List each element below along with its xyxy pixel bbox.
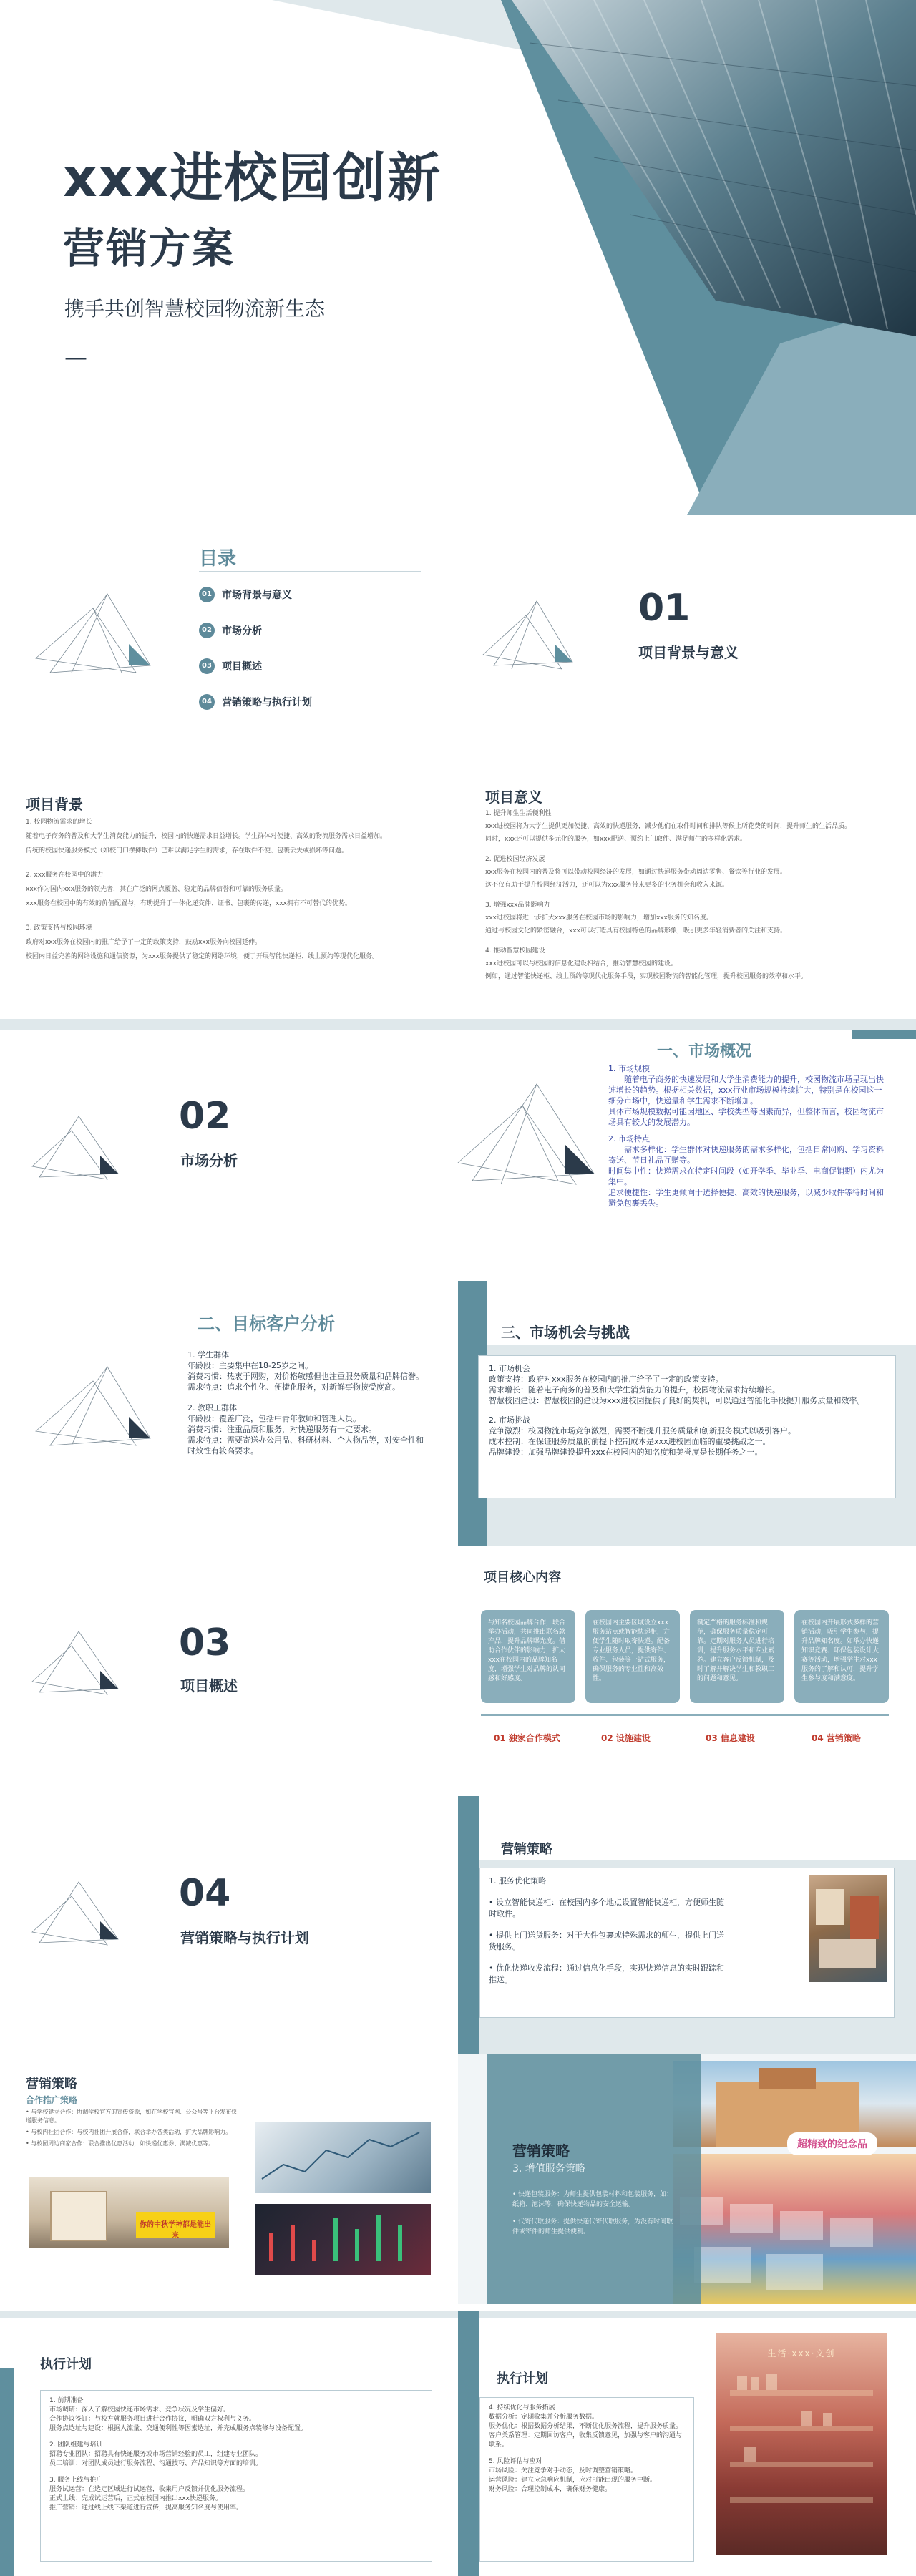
core-card-text: 在校园内主要区域设立xxx服务站点或智能快递柜，方便学生随时取寄快递。配备专业服务人员，提供寄件、收件、包装等一站式服务，确保服务的专业性和高效性。 [593,1619,671,1682]
strategy-title: 营销策略 [501,1842,552,1857]
target-g1b: 消费习惯：热衷于网购，对价格敏感但也注重服务质量和品牌信誉。 [187,1372,424,1381]
execution-title: 执行计划 [40,2357,92,2372]
market-p2-title: 2. 市场特点 [608,1134,650,1143]
execution2-e2: 运营风险：建立应急响应机制，应对可能出现的服务中断。 [489,2477,657,2484]
core-card-2[interactable] [585,1610,680,1703]
triangle-art [29,580,172,680]
toc-item-1[interactable] [199,587,292,602]
core-card-text: 在校园内开展形式多样的营销活动，吸引学生参与，提升品牌知名度。如举办快递知识竞赛、环保包装设计大赛等活动，增强学生对xxx服务的了解和认可，提升学生参与度和满意度。 [802,1619,880,1682]
triangle-art [479,594,587,673]
corner-decoration [852,1030,916,1039]
market-p2b: 时间集中性：快递需求在特定时间段（如开学季、毕业季、电商促销期）内尤为集中。 [608,1166,884,1186]
strategy3-sub: 3. 增值服务策略 [512,2163,585,2175]
execution-c-title: 3. 服务上线与推广 [49,2477,103,2484]
target-g2-title: 2. 教职工群体 [187,1403,237,1413]
triangle-art [451,1073,608,1188]
execution2-d-title: 4. 持续优化与服务拓展 [489,2404,555,2411]
cover-title-line1: xxx进校园创新 [63,147,442,209]
strategy-panel-strip [458,1796,479,2054]
target-g1a: 年龄段：主要集中在18-25岁之间。 [187,1361,313,1370]
bg-line: 传统的校园快递服务模式（如校门口摆摊取件）已难以满足学生的需求，存在取件不便、包裹丢失或损坏等问题。 [26,847,349,854]
triangle-art [29,1109,129,1181]
bg-line: 政府对xxx服务在校园内的推广给予了一定的政策支持，鼓励xxx服务向校园延伸。 [26,939,261,946]
background-body [26,817,441,962]
execution-b1: 招聘专业团队：招聘具有快递服务或市场营销经验的员工，组建专业团队。 [49,2451,263,2458]
triangle-art [29,1624,129,1696]
target-g1-title: 1. 学生群体 [187,1350,229,1360]
execution2-title: 执行计划 [497,2371,548,2386]
market-p2c: 追求便捷性：学生更倾向于选择便捷、高效的快递服务，以减少取件等待时间和避免包裹丢失。 [608,1188,884,1208]
sig-line: 例如，通过智能快递柜、线上预约等现代化服务手段，实现校园物流的智能化管理，提升校园服务的效率和水平。 [485,973,808,980]
strategy3-body [512,2190,677,2237]
toc-title: 目录 [199,548,237,570]
execution2-d3: 客户关系管理：定期回访客户，收集反馈意见，加强与客户的沟通与联系。 [489,2432,683,2449]
slide-separator [0,1019,916,1030]
opportunity-heading: 三、市场机会与挑战 [501,1324,630,1341]
cover-slide [0,0,916,515]
execution2-strip [458,2311,479,2576]
opportunity-o3: 智慧校园建设：智慧校园的建设为xxx进校园提供了良好的契机，可以通过智能化手段提升服务质量和效率。 [489,1396,865,1405]
strategy-s3: • 优化快递收发流程：通过信息化手段，实现快递信息的实时跟踪和推送。 [489,1963,724,1984]
execution-slide [0,2311,916,2576]
strategy2-l1: • 与学校建立合作：协调学校官方的宣传资源，如在学校官网、公众号等平台发布快递服务信息。 [26,2109,238,2124]
section-number: 03 [179,1621,231,1664]
bg-line: 3. 政策支持与校园环境 [26,924,92,932]
core-title: 项目核心内容 [484,1570,561,1585]
toc-label: 市场背景与意义 [222,590,292,601]
strategy3-title: 营销策略 [512,2142,570,2160]
section-number: 04 [179,1872,231,1915]
target-g2a: 年龄段：覆盖广泛，包括中青年教师和管理人员。 [187,1414,361,1423]
significance-body [485,809,893,982]
strategy3-l2: • 代寄代取服务：提供快递代寄代取服务，为没有时间取件或寄件的师生提供便利。 [512,2218,673,2235]
execution-a-title: 1. 前期准备 [49,2397,84,2404]
strategy-s-title: 1. 服务优化策略 [489,1876,546,1885]
execution-side-strip [0,2368,14,2576]
toc-label: 市场分析 [222,625,262,637]
core-card-connector [481,1714,889,1716]
execution-c1: 服务试运营：在选定区域进行试运营，收集用户反馈并优化服务流程。 [49,2486,250,2493]
strategy2-sub: 合作推广策略 [26,2095,78,2105]
bookshop-sign: 生活·xxx·文创 [767,2348,836,2358]
opportunity-c3: 品牌建设：加强品牌建设提升xxx在校园内的知名度和美誉度是长期任务之一。 [489,1448,763,1457]
bg-line: 随着电子商务的普及和大学生消费能力的提升，校园内的快递需求日益增长。学生群体对便捷、高效的物流服务需求日益增加。 [26,833,387,840]
strategy3-panel [487,2054,701,2304]
core-card-label: 02 设施建设 [601,1733,651,1743]
execution-a1: 市场调研：深入了解校园快递市场需求、竞争状况及学生偏好。 [49,2406,230,2414]
market-p1-title: 1. 市场规模 [608,1064,650,1073]
execution2-e3: 财务风险：合理控制成本，确保财务健康。 [489,2486,612,2493]
core-card-3[interactable] [690,1610,784,1703]
target-heading: 二、目标客户分析 [198,1314,335,1334]
section-title: 营销策略与执行计划 [180,1929,309,1946]
sig-line: 通过与校园文化的紧密融合，xxx可以打造具有校园特色的品牌形象，吸引更多年轻消费者的关注和支持。 [485,927,786,935]
campus-photo [29,2177,229,2248]
execution-b2: 员工培训：对团队成员进行服务流程、沟通技巧、产品知识等方面的培训。 [49,2460,263,2467]
strategy-slide [0,1796,916,2054]
bookshop-photo [716,2333,887,2555]
strategy-s2: • 提供上门送货服务：对于大件包裹或特殊需求的师生，提供上门送货服务。 [489,1931,724,1951]
bg-line: 1. 校园物流需求的增长 [26,819,92,826]
core-slide [0,1553,916,1803]
strategy2-slide [0,2054,916,2304]
execution2-e-title: 5. 风险评估与应对 [489,2458,542,2465]
execution-c2: 正式上线：完成试运营后，正式在校园内推出xxx快递服务。 [49,2495,222,2502]
sig-line: 同时，xxx还可以提供多元化的服务，如xxx配送、预约上门取件、满足师生的多样化需求。 [485,836,746,843]
core-card-text: 与知名校园品牌合作，联合举办活动，共同推出联名款产品，提升品牌曝光度。借助合作伙伴的影响力，扩大xxx在校园内的品牌知名度，增强学生对品牌的认同感和好感度。 [488,1619,566,1682]
market-p2a: 需求多样化：学生群体对快递服务的需求多样化，包括日常网购、学习资料寄送、节日礼品互赠等。 [608,1145,884,1165]
toc-item-2[interactable] [199,623,262,638]
sig-line: 3. 增强xxx品牌影响力 [485,902,550,909]
toc-label: 项目概述 [222,661,262,673]
strategy2-l3: • 与校园周边商家合作：联合推出优惠活动，如快递优惠券、满减优惠等。 [26,2140,215,2147]
opportunity-c-title: 2. 市场挑战 [489,1415,530,1425]
sig-line: 1. 提升师生生活便利性 [485,810,552,817]
core-card-1[interactable] [481,1610,575,1703]
campus-banner-text: 你的中秋学神都是能出来 [140,2221,211,2240]
cover-subtitle: 携手共创智慧校园物流新生态 [64,297,326,321]
store-photo [809,1875,887,1982]
execution-c3: 推广营销：通过线上线下渠道进行宣传，提高服务知名度与使用率。 [49,2504,243,2512]
core-card-label: 04 营销策略 [812,1733,861,1743]
toc-label: 营销策略与执行计划 [222,697,312,708]
section-title: 市场分析 [180,1152,238,1169]
toc-num: 03 [199,658,215,674]
toc-item-4[interactable] [199,694,312,710]
section-number: 01 [638,587,691,630]
shelf-photo [673,2154,916,2304]
execution2-e1: 市场风险：关注竞争对手动态，及时调整营销策略。 [489,2467,638,2474]
triangle-art [29,1875,129,1946]
strategy2-l2: • 与校内社团合作：与校内社团开展合作，联合举办各类活动，扩大品牌影响力。 [26,2129,232,2135]
core-card-text: 制定严格的服务标准和规范，确保服务质量稳定可靠。定期对服务人员进行培训，提升服务水平和专业素养。建立客户反馈机制，及时了解并解决学生和教职工的问题和意见。 [697,1619,775,1682]
execution-box [40,2390,432,2562]
toc-num: 02 [199,623,215,638]
execution2-d2: 服务优化：根据数据分析结果，不断优化服务流程，提升服务质量。 [489,2423,683,2430]
toc-item-3[interactable] [199,658,262,674]
market-slide [0,1030,916,1281]
market-body [608,1063,887,1209]
target-g1c: 需求特点：追求个性化、便捷化服务，对新鲜事物接受度高。 [187,1382,400,1392]
section-title: 项目概述 [180,1677,238,1694]
opportunity-c1: 竞争激烈：校园物流市场竞争激烈，需要不断提升服务质量和创新服务模式以吸引客户。 [489,1426,796,1435]
core-card-label: 03 信息建设 [706,1733,755,1743]
opportunity-o2: 需求增长：随着电子商务的普及和大学生消费能力的提升，校园物流需求持续增长。 [489,1385,780,1395]
strategy2-body [26,2108,240,2148]
target-body [187,1350,431,1456]
target-g2b: 消费习惯：注重品质和服务，对快递服务有一定要求。 [187,1425,376,1434]
execution-a2: 合作协议签订：与校方就服务项目进行合作协议，明确双方权利与义务。 [49,2416,256,2423]
market-heading: 一、市场概况 [657,1043,752,1060]
execution-a3: 服务点选址与建设：根据人流量、交通便利性等因素选址，并完成服务点装修与设备配置。 [49,2425,308,2432]
market-p1: 随着电子商务的快速发展和大学生消费能力的提升，校园物流市场呈现出快速增长的趋势。根据相关数据，xxx行业市场规模持续扩大，特别是在校园这一细分市场中，快递量和学生需求不断增加。 [608,1075,884,1106]
sig-line: xxx进校园将进一步扩大xxx服务在校园市场的影响力，增加xxx服务的知名度。 [485,914,713,922]
toc-slide [0,515,916,773]
bg-line: 校园内日益完善的网络设施和通信资源，为xxx服务提供了稳定的网络环境，便于开展智能快递柜、线上预约等现代化服务。 [26,953,379,960]
finance-photo [255,2204,431,2275]
cover-title-line2: 营销方案 [63,224,235,273]
chart-photo [255,2122,431,2193]
sig-line: 4. 推动智慧校园建设 [485,947,545,955]
bg-line: xxx作为国内xxx服务的领先者，其在广泛的网点覆盖、稳定的品牌信誉和可靠的服务质量。 [26,886,287,893]
execution-b-title: 2. 团队组建与培训 [49,2441,103,2449]
execution2-d1: 数据分析：定期收集并分析服务数据。 [489,2414,599,2421]
market-p1b: 具体市场规模数据可能因地区、学校类型等因素而异，但整体而言，校园物流市场具有较大的发展潜力。 [608,1107,884,1127]
toc-num: 04 [199,694,215,710]
bg-line: xxx服务在校园中的有效的价值配置与，有助提升于一体化递交件、证书、包裹的传递，xxx拥有不可替代的优势。 [26,900,351,907]
sig-line: xxx进校园将为大学生提供更加便捷、高效的快递服务，减少他们在取件时间和排队等候上所花费的时间，提升师生的生活品质。 [485,823,851,830]
significance-title: 项目意义 [485,789,542,806]
triangle-art [29,1352,172,1453]
sig-line: 2. 促进校园经济发展 [485,856,545,863]
souvenir-badge: 超精致的纪念品 [787,2132,877,2155]
section-title: 项目背景与意义 [638,644,739,661]
strategy2-title: 营销策略 [26,2077,77,2092]
toc-underline [199,571,421,572]
strategy-s1: • 设立智能快递柜：在校园内多个地点设置智能快递柜，方便师生随时取件。 [489,1898,724,1918]
cover-dash: — [64,343,87,371]
sig-line: 这不仅有助于提升校园经济活力，还可以为xxx服务带来更多的业务机会和收入来源。 [485,882,729,889]
core-card-4[interactable] [794,1610,889,1703]
opportunity-o1: 政策支持：政府对xxx服务在校园内的推广给予了一定的政策支持。 [489,1375,723,1384]
strategy3-l1: • 快递包装服务：为师生提供包装材料和包装服务，如：纸箱、泡沫等，确保快递物品的安全运输。 [512,2191,673,2208]
bg-line: 2. xxx服务在校园中的潜力 [26,872,104,879]
sig-line: xxx进校园可以与校园的信息化建设相结合，推动智慧校园的建设。 [485,960,677,967]
opportunity-o-title: 1. 市场机会 [489,1364,530,1373]
opportunity-box [478,1355,896,1498]
section-number: 02 [179,1095,231,1138]
execution2-box [479,2397,694,2562]
target-g2c: 需求特点：需要寄送办公用品、科研材料、个人物品等，对安全性和时效性有较高要求。 [187,1435,424,1455]
background-slide [0,773,916,1023]
sig-line: xxx服务在校园内的普及将可以带动校园经济的发展，如通过快递服务带动周边零售、餐饮等行业的发展。 [485,869,786,876]
core-card-label: 01 独家合作模式 [494,1733,560,1743]
toc-num: 01 [199,587,215,602]
target-slide [0,1281,916,1546]
background-title: 项目背景 [26,796,83,813]
opportunity-c2: 成本控制：在保证服务质量的前提下控制成本是xxx进校园面临的重要挑战之一。 [489,1437,771,1446]
